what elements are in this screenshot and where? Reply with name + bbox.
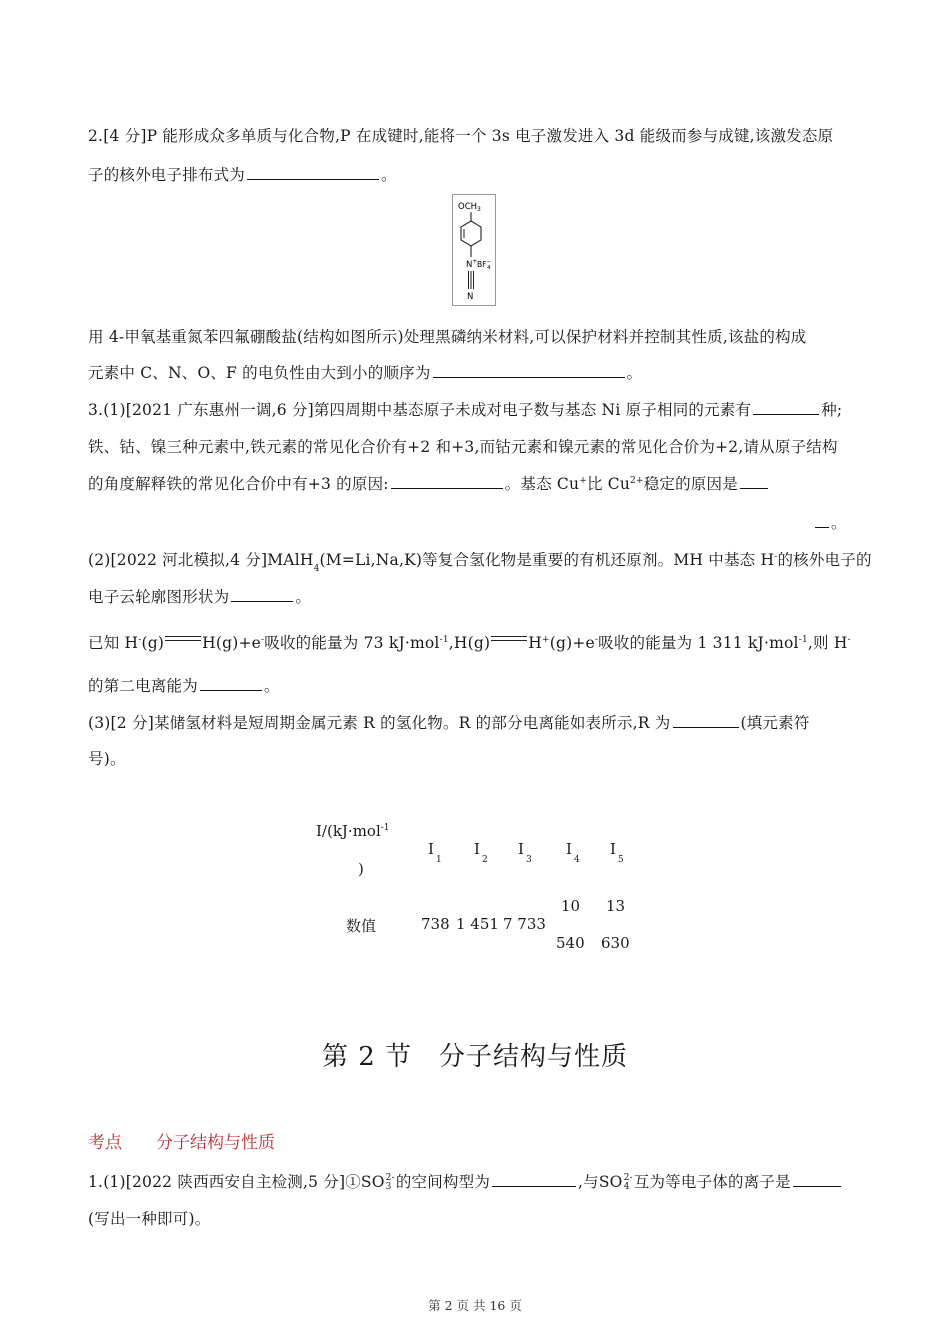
col-header-i5: $I_5$ bbox=[610, 840, 624, 865]
q1-text-1b: 的空间构型为 bbox=[395, 1173, 491, 1191]
q3-p2-line-3 bbox=[88, 631, 851, 653]
malh4-sub: 4 bbox=[313, 564, 320, 574]
col-header-i1: $I_1$ bbox=[428, 840, 442, 865]
q1-line-1 bbox=[88, 1170, 843, 1192]
q2-text-1: 2.[4 分]P 能形成众多单质与化合物,P 在成键时,能将一个 3s 电子激发进入 3d 能级而参与成键,该激发态原 bbox=[88, 127, 834, 145]
sup-f: -1 bbox=[798, 634, 808, 645]
q3-p3-text-1b: (填元素符 bbox=[740, 714, 810, 732]
q1-text-1a: 1.(1)[2022 陕西西安自主检测,5 分]①SO bbox=[88, 1173, 385, 1191]
n-bottom-label: N bbox=[467, 292, 474, 302]
q3-p1-text-4-end: 。 bbox=[831, 514, 847, 532]
q2-line-2 bbox=[88, 163, 397, 185]
q3-p2-line-1 bbox=[88, 548, 872, 574]
q3-p2-text-3c: H(g)+e bbox=[202, 634, 262, 652]
answer-blank-element-count[interactable] bbox=[753, 413, 819, 415]
table-header-label-close: ) bbox=[358, 860, 364, 878]
value-i4-top: 10 bbox=[561, 897, 581, 915]
cu-plus-sup: + bbox=[579, 475, 587, 486]
answer-blank-orbital-shape[interactable] bbox=[231, 600, 293, 602]
value-i5-top: 13 bbox=[606, 897, 626, 915]
so3-charge: 2- 3 bbox=[385, 1173, 395, 1192]
q3-p2-text-2a: 电子云轮廓图形状为 bbox=[88, 588, 230, 606]
sup-b: - bbox=[261, 634, 265, 645]
q3-p1-text-1b: 种; bbox=[821, 401, 843, 419]
col-header-i2: $I_2$ bbox=[474, 840, 488, 865]
col-header-i4: $I_4$ bbox=[566, 840, 580, 865]
sup-d: + bbox=[541, 634, 550, 645]
answer-blank-electron-config[interactable] bbox=[247, 178, 379, 180]
q3-p1-line-1 bbox=[88, 398, 842, 420]
q2-text-4-end: 。 bbox=[626, 364, 643, 382]
value-i4-bottom: 540 bbox=[556, 934, 585, 952]
answer-blank-isoelectronic-ion[interactable] bbox=[793, 1185, 841, 1187]
q1-text-1c: ,与SO bbox=[578, 1173, 623, 1191]
value-i3: 7 733 bbox=[503, 915, 546, 933]
q3-p2-text-3a: 已知 H bbox=[88, 634, 139, 652]
q3-p1-text-3b: 。基态 Cu bbox=[504, 475, 580, 493]
q2-text-2-end: 。 bbox=[381, 166, 397, 184]
q3-p1-text-3c: 比 Cu bbox=[586, 475, 631, 493]
q3-p1-text-2: 铁、钴、镍三种元素中,铁元素的常见化合价有+2 和+3,而钴元素和镍元素的常见化合价为+2,请从原子结构 bbox=[88, 438, 838, 456]
q1-text-2: (写出一种即可)。 bbox=[88, 1210, 211, 1228]
value-i2: 1 451 bbox=[456, 915, 499, 933]
answer-blank-electronegativity[interactable] bbox=[433, 376, 625, 378]
q3-p1-text-3a: 的角度解释铁的常见化合价中有+3 的原因: bbox=[88, 475, 389, 493]
q3-p2-text-1c: 的核外电子的 bbox=[777, 551, 872, 569]
q3-p3-line-1 bbox=[88, 711, 810, 733]
q3-p2-text-1b: (M=Li,Na,K)等复合氢化物是重要的有机还原剂。MH 中基态 H bbox=[319, 551, 775, 569]
q3-p1-line-2 bbox=[88, 435, 838, 457]
n-plus-label: N+ bbox=[466, 258, 478, 270]
exam-point-label: 考点 分子结构与性质 bbox=[88, 1133, 275, 1153]
q3-p3-text-1a: (3)[2 分]某储氢材料是短周期金属元素 R 的氢化物。R 的部分电离能如表所示,R 为 bbox=[88, 714, 671, 732]
equals-arrow-2 bbox=[491, 636, 527, 644]
q3-p2-line-2 bbox=[88, 585, 311, 607]
section-title: 第 2 节 分子结构与性质 bbox=[321, 1042, 629, 1072]
value-i1: 738 bbox=[421, 915, 450, 933]
q3-p2-text-3h: 吸收的能量为 1 311 kJ·mol bbox=[598, 634, 799, 652]
q1-text-1d: 互为等电子体的离子是 bbox=[633, 1173, 791, 1191]
sup-g: - bbox=[847, 634, 851, 645]
q3-p1-line-4 bbox=[813, 511, 847, 533]
row-label-value: 数值 bbox=[346, 917, 377, 935]
cu-2plus-sup: 2+ bbox=[630, 475, 644, 486]
q3-p2-text-3e: ,H(g) bbox=[448, 634, 491, 652]
q3-p3-text-2: 号)。 bbox=[88, 750, 126, 768]
q3-p2-text-3b: (g) bbox=[141, 634, 165, 652]
q2-line-1 bbox=[88, 124, 833, 146]
answer-blank-fe-reason[interactable] bbox=[391, 487, 503, 489]
q3-p2-text-3f: H bbox=[528, 634, 542, 652]
sup-e: - bbox=[594, 634, 599, 645]
sup-c: -1 bbox=[439, 634, 449, 645]
q3-p3-line-2 bbox=[88, 747, 126, 769]
answer-blank-cu-reason-cont[interactable] bbox=[815, 526, 829, 528]
och3-label: $OCH_3$ bbox=[458, 202, 481, 213]
q3-p2-line-4 bbox=[88, 674, 280, 696]
structure-figure bbox=[452, 194, 496, 306]
table-header-label: I/(kJ·mol$^{-1}$ bbox=[316, 822, 390, 840]
q3-p2-text-3i: ,则 H bbox=[807, 634, 848, 652]
answer-blank-element-r[interactable] bbox=[673, 726, 739, 728]
q3-p2-text-3d: 吸收的能量为 73 kJ·mol bbox=[264, 634, 440, 652]
q2-text-4: 元素中 C、N、O、F 的电负性由大到小的顺序为 bbox=[88, 364, 431, 382]
q3-p1-text-3d: 稳定的原因是 bbox=[643, 475, 738, 493]
q2-text-2: 子的核外电子排布式为 bbox=[88, 166, 246, 184]
q3-p2-text-3g: (g)+e bbox=[549, 634, 595, 652]
col-header-i3: $I_3$ bbox=[518, 840, 532, 865]
answer-blank-second-ionization[interactable] bbox=[200, 689, 262, 691]
q2-line-3 bbox=[88, 325, 806, 347]
answer-blank-so3-geometry[interactable] bbox=[492, 1185, 576, 1187]
so4-charge: 2- 4 bbox=[623, 1173, 633, 1192]
q3-p1-text-1a: 3.(1)[2021 广东惠州一调,6 分]第四周期中基态原子未成对电子数与基态 Ni 原子相同的元素有 bbox=[88, 401, 752, 419]
q3-p2-text-2-end: 。 bbox=[295, 588, 312, 606]
q3-p2-text-4-end: 。 bbox=[263, 677, 280, 695]
equals-arrow-1 bbox=[165, 636, 201, 644]
h-minus-sup: - bbox=[774, 551, 778, 562]
answer-blank-cu-reason[interactable] bbox=[740, 487, 768, 489]
q3-p1-line-3 bbox=[88, 472, 770, 494]
page-footer: 第 2 页 共 16 页 bbox=[428, 1298, 522, 1313]
q2-line-4 bbox=[88, 361, 642, 383]
diazonium-structure-diagram bbox=[453, 195, 495, 305]
q1-line-2 bbox=[88, 1207, 210, 1229]
q2-text-3: 用 4-甲氧基重氮苯四氟硼酸盐(结构如图所示)处理黑磷纳米材料,可以保护材料并控制其性质,该盐的构成 bbox=[88, 328, 807, 346]
value-i5-bottom: 630 bbox=[601, 934, 630, 952]
sup-a: - bbox=[138, 634, 142, 645]
bf4-label: BF− 4 bbox=[477, 259, 492, 271]
q3-p2-text-4a: 的第二电离能为 bbox=[88, 677, 198, 695]
q3-p2-text-1a: (2)[2022 河北模拟,4 分]MAlH bbox=[88, 551, 314, 569]
